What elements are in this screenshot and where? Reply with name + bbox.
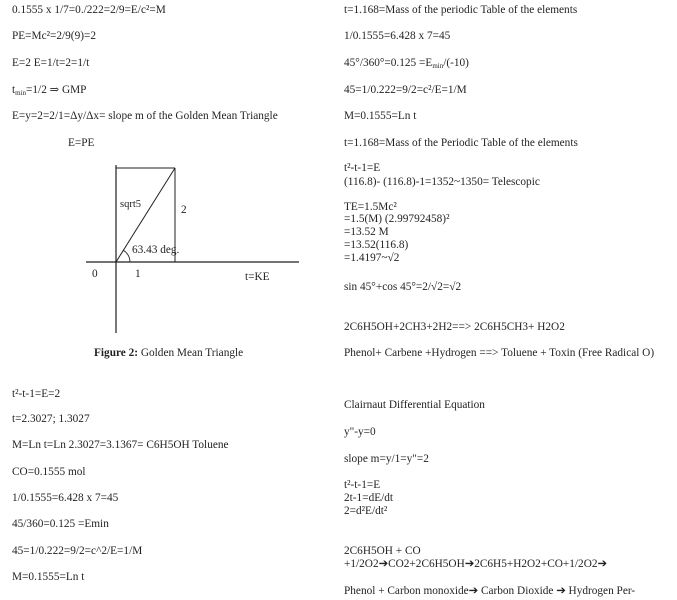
- origin-label: 0: [92, 268, 98, 280]
- equation-line: =13.52 M: [344, 226, 389, 238]
- ke-axis-label: t=KE: [245, 271, 270, 283]
- caption-text: Golden Mean Triangle: [138, 347, 244, 359]
- angle-label: 63.43 deg.: [132, 244, 180, 256]
- equation-line: =1.4197~√2: [344, 252, 400, 264]
- height-label: 2: [181, 204, 187, 216]
- angle-arc: [123, 250, 130, 262]
- equation-line: M=Ln t=Ln 2.3027=3.1367= C6H5OH Toluene: [12, 439, 229, 451]
- equation-line: sin 45°+cos 45°=2/√2=√2: [344, 281, 462, 293]
- equation-line: TE=1.5Mc²: [344, 201, 397, 213]
- equation-line: PE=Mc²=2/9(9)=2: [12, 30, 96, 42]
- equation-line: =13.52(116.8): [344, 239, 409, 251]
- equation-line: 2t-1=dE/dt: [344, 492, 394, 504]
- chemical-description: Phenol + Carbon monoxide➔ Carbon Dioxide ➔ Hydrogen Per-: [344, 585, 636, 597]
- equation-line: CO=0.1555 mol: [12, 466, 86, 478]
- equation-line: 45=1/0.222=9/2=c^2/E=1/M: [12, 545, 143, 557]
- equation-line: t²-t-1=E: [344, 162, 381, 174]
- equation-line: 1/0.1555=6.428 x 7=45: [344, 30, 451, 42]
- equation-line: (116.8)- (116.8)-1=1352~1350= Telescopic: [344, 176, 540, 188]
- equation-line: =1.5(M) (2.99792458)²: [344, 213, 450, 225]
- equation-line: 2=d²E/dt²: [344, 505, 388, 517]
- equation-line: 45=1/0.222=9/2=c²/E=1/M: [344, 84, 467, 96]
- equation-line: t²-t-1=E: [344, 479, 381, 491]
- section-heading: Clairnaut Differential Equation: [344, 399, 485, 411]
- equation-line: [12, 84, 86, 97]
- equation-line: y"-y=0: [344, 426, 376, 438]
- figure-caption: [94, 347, 243, 360]
- gmp-text: =1/2 ⇒ GMP: [26, 84, 87, 96]
- equation-line: t=1.168=Mass of the periodic Table of the elements: [344, 4, 578, 16]
- equation-line: t=2.3027; 1.3027: [12, 413, 90, 425]
- pe-axis-label: E=PE: [68, 137, 95, 149]
- equation-line: E=2 E=1/t=2=1/t: [12, 57, 90, 69]
- golden-mean-triangle-figure: [0, 125, 330, 335]
- base-label: 1: [135, 268, 141, 280]
- equation-line: t²-t-1=E=2: [12, 388, 61, 400]
- chemical-equation: 2C6H5OH + CO +1/2O2➔CO2+2C6H5OH➔2C6H5+H2O2+CO+1/2O2➔: [344, 545, 607, 570]
- divisor: /(-10): [443, 57, 469, 69]
- chemical-equation: 2C6H5OH+2CH3+2H2==> 2C6H5CH3+ H2O2: [344, 321, 565, 333]
- chemical-description: Phenol+ Carbene +Hydrogen ==> Toluene + Toxin (Free Radical O): [344, 347, 655, 359]
- equation-line: t=1.168=Mass of the Periodic Table of the elements: [344, 137, 578, 149]
- equation-line: 45/360=0.125 =Emin: [12, 518, 109, 530]
- angle-ratio: 45°/360°=0.125 =E: [344, 57, 433, 69]
- equation-line: 0.1555 x 1/7=0./222=2/9=E/c²=M: [12, 4, 166, 16]
- equation-line: slope m=y/1=y"=2: [344, 453, 429, 465]
- min-subscript: min: [15, 89, 27, 97]
- hypotenuse-label: sqrt5: [120, 199, 141, 210]
- equation-line: M=0.1555=Ln t: [344, 110, 417, 122]
- equation-line: M=0.1555=Ln t: [12, 571, 85, 583]
- caption-label: Figure 2:: [94, 347, 139, 359]
- min-subscript: min: [432, 62, 444, 70]
- equation-line: [344, 57, 469, 70]
- equation-line: E=y=2=2/1=Δy/Δx= slope m of the Golden Mean Triangle: [12, 110, 278, 122]
- t-symbol: t: [12, 84, 16, 96]
- equation-line: 1/0.1555=6.428 x 7=45: [12, 492, 119, 504]
